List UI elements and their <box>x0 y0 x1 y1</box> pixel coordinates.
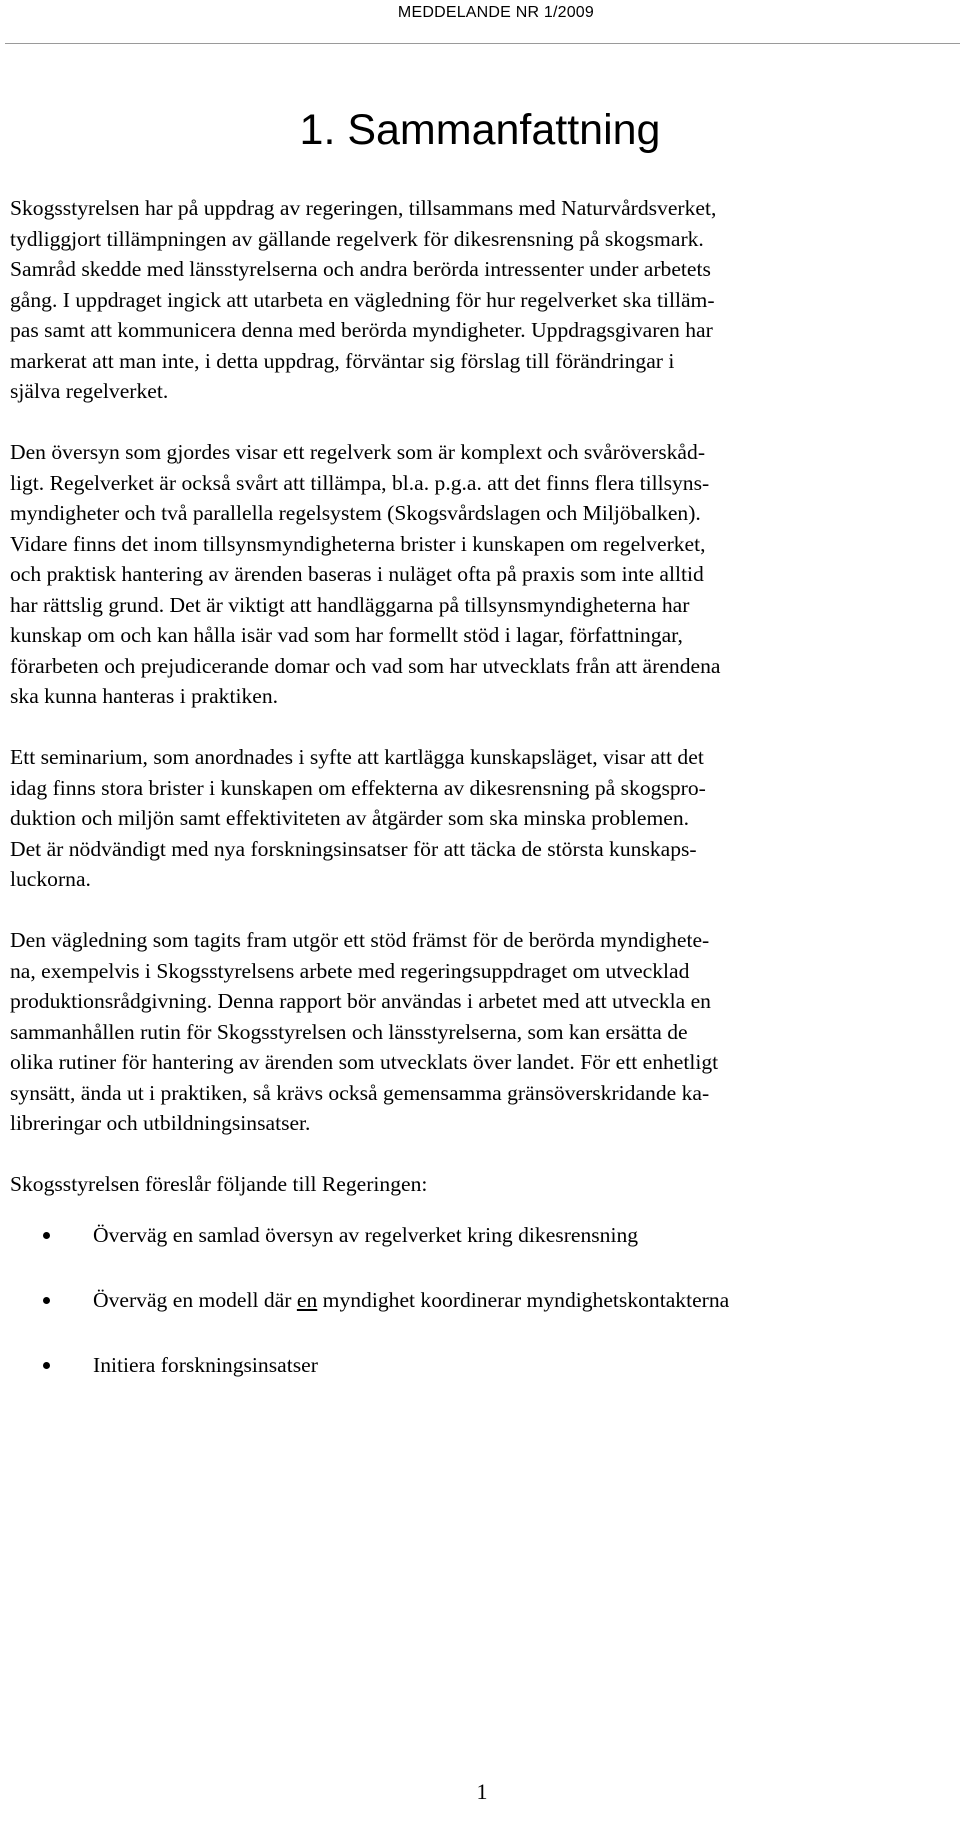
paragraph-proposal-intro <box>10 1169 945 1200</box>
proposal-list <box>10 1220 945 1395</box>
text-line: produktionsrådgivning. Denna rapport bör användas i arbetet med att utveckla en <box>10 989 711 1013</box>
bullet-icon <box>43 1362 50 1369</box>
paragraph-summary <box>10 193 945 407</box>
text-line: Det är nödvändigt med nya forskningsinsatser för att täcka de största kunskaps- <box>10 836 697 861</box>
paragraph-guidance <box>10 925 945 1139</box>
document-body <box>10 193 945 1395</box>
text-line: myndigheter och två parallella regelsystem (Skogsvårdslagen och Miljöbalken). <box>10 501 701 525</box>
text-line: kunskap om och kan hålla isär vad som har formellt stöd i lagar, författningar, <box>10 623 683 647</box>
text-line: Ett seminarium, som anordnades i syfte att kartlägga kunskapsläget, visar att det <box>10 745 704 769</box>
paragraph-seminar <box>10 742 945 895</box>
text-line: och praktisk hantering av ärenden baseras i nuläget ofta på praxis som inte alltid <box>10 562 704 586</box>
text-line: pas samt att kommunicera denna med berörda myndigheter. Uppdragsgivaren har <box>10 318 713 342</box>
text-line: ska kunna hanteras i praktiken. <box>10 684 279 708</box>
text-line: markerat att man inte, i detta uppdrag, förväntar sig förslag till förändringar i <box>10 348 675 373</box>
text-line: synsätt, ända ut i praktiken, så krävs också gemensamma gränsöverskridande ka- <box>10 1080 710 1105</box>
bullet-icon <box>43 1297 50 1304</box>
page-number: 1 <box>476 1779 488 1804</box>
text-line: na, exempelvis i Skogsstyrelsens arbete med regeringsuppdraget om utvecklad <box>10 958 690 983</box>
text-line: libreringar och utbildningsinsatser. <box>10 1111 311 1135</box>
text-line: Den vägledning som tagits fram utgör ett stöd främst för de berörda myndighete- <box>10 928 710 952</box>
text-line: sammanhållen rutin för Skogsstyrelsen och länsstyrelserna, som kan ersätta de <box>10 1019 688 1044</box>
text-line: Samråd skedde med länsstyrelserna och andra berörda intressenter under arbetets <box>10 257 711 281</box>
list-item-text: Överväg en samlad översyn av regelverket kring dikesrensning <box>93 1222 639 1247</box>
text-line: tydliggjort tillämpningen av gällande regelverk för dikesrensning på skogsmark. <box>10 226 704 251</box>
text-line: Skogsstyrelsen har på uppdrag av regeringen, tillsammans med Naturvårdsverket, <box>10 196 717 220</box>
text-line: duktion och miljön samt effektiviteten av åtgärder som ska minska problemen. <box>10 806 690 830</box>
text-line: olika rutiner för hantering av ärenden som utvecklats över landet. För ett enhetligt <box>10 1050 719 1074</box>
bullet-icon <box>43 1232 50 1239</box>
section-title: 1. Sammanfattning <box>299 106 661 154</box>
text-line: Skogsstyrelsen föreslår följande till Regeringen: <box>10 1172 428 1196</box>
header-divider <box>5 43 960 44</box>
underlined-word: en <box>296 1287 318 1312</box>
text-line: Vidare finns det inom tillsynsmyndigheterna brister i kunskapen om regelverket, <box>10 531 706 556</box>
list-item <box>10 1285 945 1330</box>
text-line: själva regelverket. <box>10 379 169 403</box>
text-line: förarbeten och prejudicerande domar och vad som har utvecklats från att ärendena <box>10 653 721 678</box>
text-line: idag finns stora brister i kunskapen om effekterna av dikesrensning på skogspro- <box>10 775 706 800</box>
text-line: har rättslig grund. Det är viktigt att handläggarna på tillsynsmyndigheterna har <box>10 592 690 617</box>
text-line: ligt. Regelverket är också svårt att tillämpa, bl.a. p.g.a. att det finns flera tillsyns- <box>10 470 710 495</box>
list-item <box>10 1220 945 1265</box>
text-line: luckorna. <box>10 867 91 891</box>
list-item-text-end: myndighet koordinerar myndighetskontakterna <box>317 1287 730 1312</box>
text-line: Den översyn som gjordes visar ett regelverk som är komplext och svåröverskåd- <box>10 440 706 464</box>
list-item-text: Initiera forskningsinsatser <box>93 1352 318 1377</box>
text-line: gång. I uppdraget ingick att utarbeta en vägledning för hur regelverket ska tilläm- <box>10 287 715 312</box>
page-header <box>0 0 960 44</box>
paragraph-review <box>10 437 945 712</box>
list-item <box>10 1350 945 1395</box>
list-item-text-start: Överväg en modell där <box>93 1287 297 1312</box>
header-text: MEDDELANDE NR 1/2009 <box>397 4 594 21</box>
list-item-text <box>93 1288 729 1312</box>
